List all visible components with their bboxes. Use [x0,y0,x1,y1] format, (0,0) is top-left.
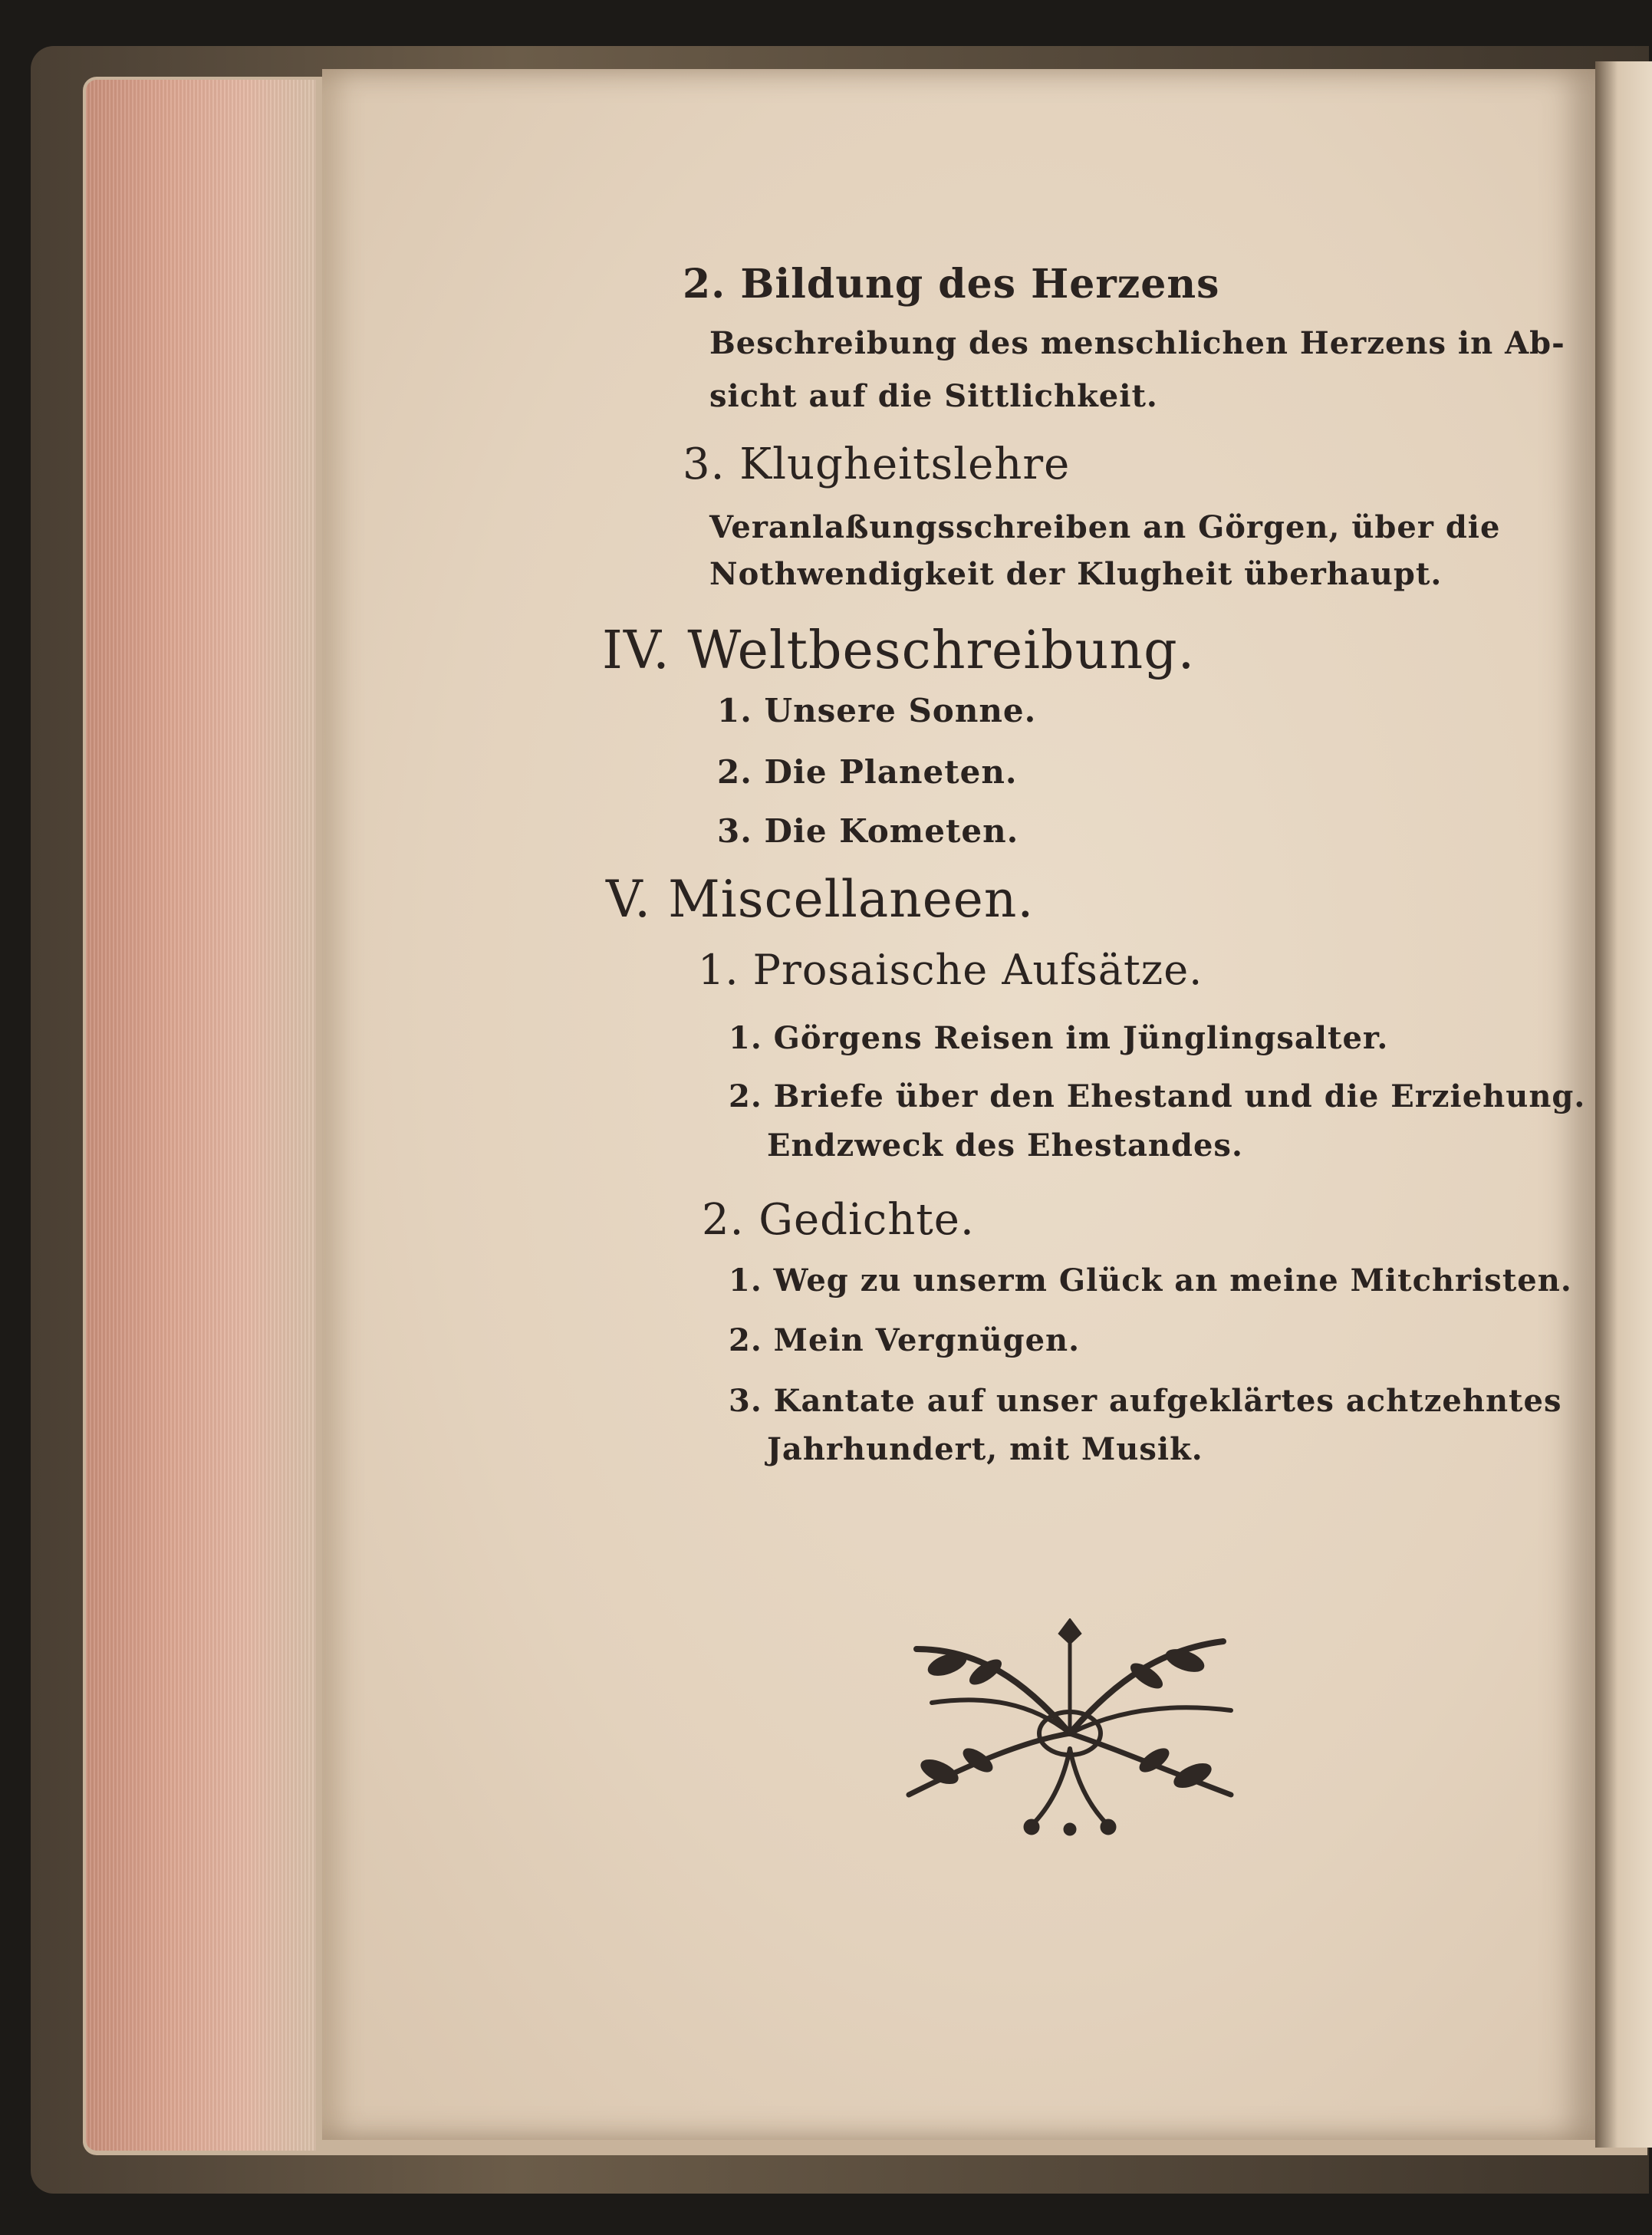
page-fore-edge [86,80,316,2151]
toc-item: 3. Kantate auf unser aufgeklärtes achtzehntes [729,1383,1562,1419]
toc-item: 1. Görgens Reisen im Jünglingsalter. [729,1020,1389,1056]
toc-item: 2. Mein Vergnügen. [729,1322,1081,1358]
toc-item: 2. Briefe über den Ehestand und die Erziehung. [729,1078,1586,1114]
facing-page-edge [1595,61,1652,2148]
toc-desc-line: Nothwendigkeit der Klugheit überhaupt. [709,556,1443,592]
toc-subsection-prosaische-aufsaetze: 1. Prosaische Aufsätze. [698,946,1203,994]
toc-section-weltbeschreibung: IV. Weltbeschreibung. [602,620,1196,681]
toc-item: 1. Weg zu unserm Glück an meine Mitchristen. [729,1262,1572,1299]
toc-item: 3. Die Kometen. [717,812,1019,850]
toc-item-continuation: Jahrhundert, mit Musik. [767,1431,1203,1467]
toc-item: 1. Unsere Sonne. [717,692,1037,729]
toc-subsection-gedichte: 2. Gedichte. [702,1195,975,1245]
toc-section-miscellaneen: V. Miscellaneen. [606,870,1035,929]
toc-item: 2. Die Planeten. [717,753,1018,791]
toc-desc-line: Beschreibung des menschlichen Herzens in Ab- [709,325,1565,361]
toc-desc-line: Veranlaßungsschreiben an Görgen, über die [709,509,1501,545]
toc-desc-line: sicht auf die Sittlichkeit. [709,378,1158,414]
toc-entry-bildung-des-herzens: 2. Bildung des Herzens [683,261,1220,308]
floral-ornament-icon [893,1618,1246,1841]
toc-entry-klugheitslehre: 3. Klugheitslehre [683,439,1071,489]
toc-item-continuation: Endzweck des Ehestandes. [767,1127,1243,1164]
